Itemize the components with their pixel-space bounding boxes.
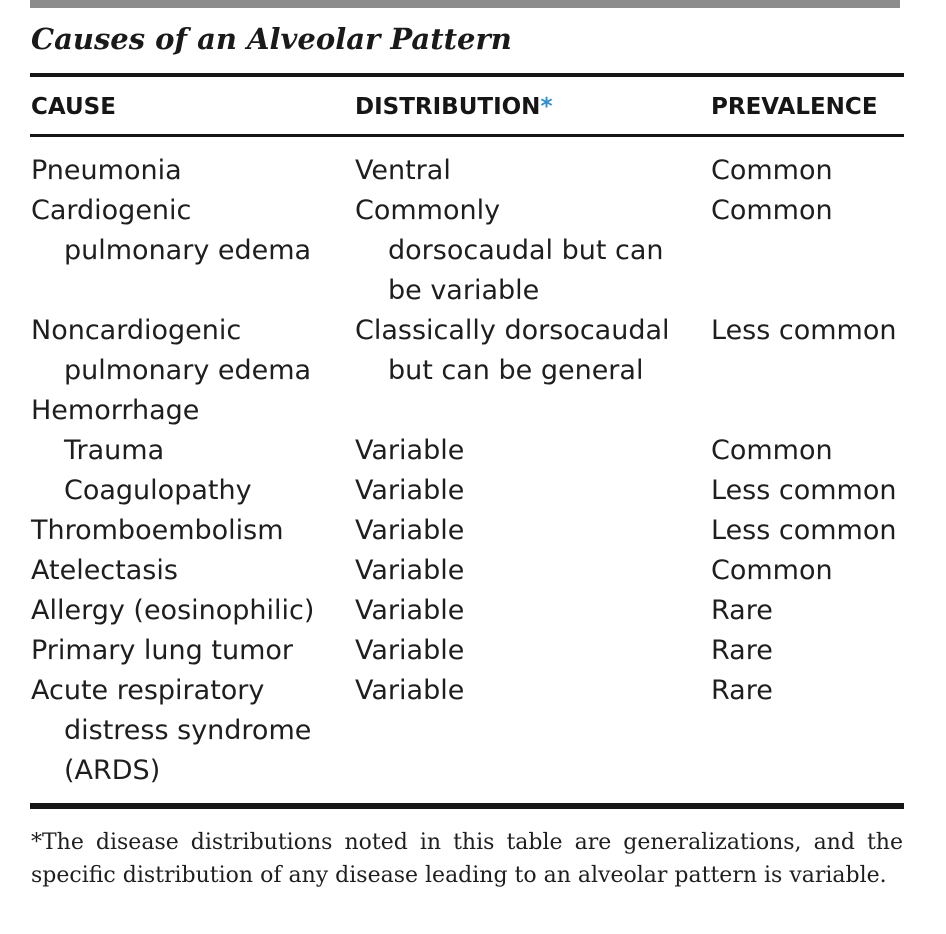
cause-cell-line: Hemorrhage: [31, 395, 200, 426]
table-bottom-rule: [30, 803, 904, 809]
prevalence-cell: Common: [711, 435, 833, 466]
header-prevalence: PREVALENCE: [711, 94, 878, 120]
cause-cell-line: pulmonary edema: [64, 235, 312, 266]
distribution-cell-line: Variable: [355, 635, 465, 666]
header-top-rule: [30, 73, 904, 77]
distribution-cell-line: Commonly: [355, 195, 501, 226]
distribution-cell: [355, 151, 451, 191]
cause-cell: [31, 631, 293, 671]
distribution-cell-line: Variable: [355, 435, 465, 466]
cause-cell-line: pulmonary edema: [64, 355, 312, 386]
prevalence-cell: Rare: [711, 635, 773, 666]
table-row: [0, 551, 946, 591]
table-body: [0, 151, 946, 791]
distribution-cell: [355, 311, 670, 391]
cause-cell-line: Trauma: [64, 435, 165, 466]
cause-cell-line: Pneumonia: [31, 155, 182, 186]
table-row: [0, 391, 946, 431]
table-row: [0, 591, 946, 631]
cause-cell: [31, 311, 311, 391]
table-row: [0, 511, 946, 551]
cause-cell: [31, 671, 311, 791]
distribution-cell-line: Ventral: [355, 155, 451, 186]
distribution-cell-line: Variable: [355, 515, 465, 546]
table-row: [0, 671, 946, 791]
footnote: *The disease distributions noted in this table are generalizations, and the specific distribution of any disease leading to an alveolar pattern is variable.: [31, 830, 903, 888]
prevalence-cell: Common: [711, 555, 833, 586]
cause-cell: [31, 551, 178, 591]
header-bottom-rule: [30, 134, 904, 137]
prevalence-cell: Rare: [711, 675, 773, 706]
cause-cell: [31, 431, 164, 471]
distribution-cell: [355, 471, 464, 511]
header-distribution-label: DISTRIBUTION: [355, 94, 541, 120]
cause-cell-line: Primary lung tumor: [31, 635, 293, 666]
cause-cell: [31, 591, 314, 631]
cause-cell-line: Thromboembolism: [31, 515, 284, 546]
cause-cell-line: Atelectasis: [31, 555, 178, 586]
distribution-cell-line: Variable: [355, 555, 465, 586]
cause-cell: [31, 191, 311, 271]
table-row: [0, 471, 946, 511]
prevalence-cell: Rare: [711, 595, 773, 626]
cause-cell-line: Noncardiogenic: [31, 315, 242, 346]
cause-cell-line: (ARDS): [64, 755, 161, 786]
cause-cell-line: Cardiogenic: [31, 195, 192, 226]
prevalence-cell: Less common: [711, 315, 897, 346]
cause-cell-line: Allergy (eosinophilic): [31, 595, 315, 626]
footnote-marker: *: [540, 94, 553, 120]
cause-cell: [31, 471, 252, 511]
table-row: [0, 431, 946, 471]
cause-cell-line: Acute respiratory: [31, 675, 265, 706]
distribution-cell-line: but can be general: [388, 355, 644, 386]
distribution-cell: [355, 431, 464, 471]
top-bar: [30, 0, 900, 8]
prevalence-cell: Less common: [711, 515, 897, 546]
distribution-cell-line: Classically dorsocaudal: [355, 315, 670, 346]
header-cause: CAUSE: [31, 94, 116, 120]
header-distribution: [355, 85, 552, 129]
distribution-cell-line: Variable: [355, 475, 465, 506]
table-row: [0, 311, 946, 391]
cause-cell: [31, 511, 284, 551]
distribution-cell: [355, 591, 464, 631]
distribution-cell: [355, 671, 464, 711]
cause-cell-line: distress syndrome: [64, 715, 312, 746]
prevalence-cell: Common: [711, 195, 833, 226]
table-row: [0, 151, 946, 191]
distribution-cell: [355, 511, 464, 551]
table-row: [0, 191, 946, 311]
prevalence-cell: Less common: [711, 475, 897, 506]
distribution-cell-line: Variable: [355, 675, 465, 706]
table-title: Causes of an Alveolar Pattern: [31, 22, 512, 56]
table-row: [0, 631, 946, 671]
prevalence-cell: Common: [711, 155, 833, 186]
distribution-cell-line: Variable: [355, 595, 465, 626]
distribution-cell-line: dorsocaudal but can: [388, 235, 664, 266]
cause-cell: [31, 151, 182, 191]
cause-cell-line: Coagulopathy: [64, 475, 252, 506]
distribution-cell: [355, 191, 664, 311]
distribution-cell: [355, 551, 464, 591]
distribution-cell-line: be variable: [388, 275, 540, 306]
cause-cell: [31, 391, 199, 431]
distribution-cell: [355, 631, 464, 671]
